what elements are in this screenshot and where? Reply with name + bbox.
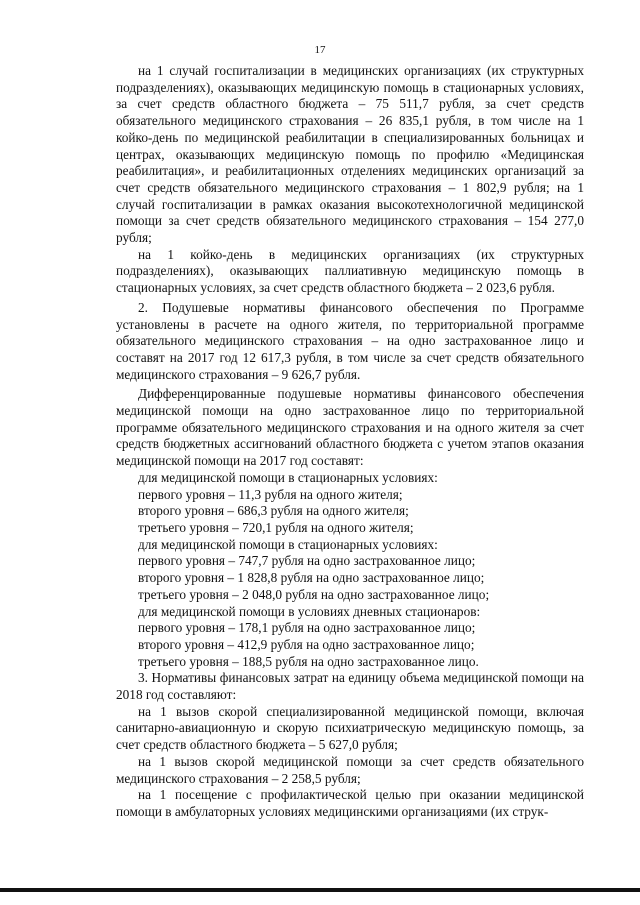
- paragraph-specialized-ambulance: на 1 вызов скорой специализированной медицинской помощи, включая санитарно-авиационную и скорую психиатрическую медицинскую помощь, за счет средств областного бюджета – 5 627,0 рубля;: [116, 703, 584, 753]
- list-item: второго уровня – 686,3 рубля на одного жителя;: [138, 503, 409, 519]
- document-body: [116, 63, 584, 821]
- paragraph-preventive-visit: на 1 посещение с профилактической целью при оказании медицинской помощи в амбулаторных условиях медицинскими организациями (их струк-: [116, 787, 584, 819]
- list-item: для медицинской помощи в стационарных условиях:: [138, 536, 438, 552]
- paragraph-ambulance-call: на 1 вызов скорой медицинской помощи за счет средств обязательного медицинского страхования – 2 258,5 рубля;: [116, 753, 584, 786]
- list-item: третьего уровня – 2 048,0 рубля на одно застрахованное лицо;: [138, 586, 490, 602]
- list-item: третьего уровня – 188,5 рубля на одно застрахованное лицо.: [138, 653, 479, 669]
- list-item: третьего уровня – 720,1 рубля на одного жителя;: [138, 519, 414, 535]
- list-item: для медицинской помощи в условиях дневных стационаров:: [138, 603, 481, 619]
- list-item: первого уровня – 747,7 рубля на одно застрахованное лицо;: [138, 553, 476, 569]
- bottom-rule: [0, 888, 640, 892]
- paragraph-differentiated-norms: Дифференцированные подушевые нормативы финансового обеспечения медицинской помощи на одно застрахованное лицо по территориальной программе обязательного медицинского страхования и на одного жителя за счет средств бюджетных ассигнований областного бюджета с учетом этапов оказания медицинской помощи на 2017 год составят:: [116, 386, 584, 469]
- list-item: для медицинской помощи в стационарных условиях:: [138, 469, 438, 485]
- paragraph-cost-norms-2018: 3. Нормативы финансовых затрат на единицу объема медицинской помощи на 2018 год составляют:: [116, 670, 584, 703]
- list-item: второго уровня – 1 828,8 рубля на одно застрахованное лицо;: [138, 570, 485, 586]
- paragraph-per-capita-norms: 2. Подушевые нормативы финансового обеспечения по Программе установлены в расчете на одного жителя, по территориальной программе обязательного медицинского страхования – на одно застрахованное лицо и составят на 2017 год 12 617,3 рубля, в том числе за счет средств обязательного медицинского страхования – 9 626,7 рубля.: [116, 299, 584, 382]
- page-number: 17: [314, 44, 326, 56]
- list-item: второго уровня – 412,9 рубля на одно застрахованное лицо;: [138, 636, 475, 652]
- list-item: первого уровня – 178,1 рубля на одно застрахованное лицо;: [138, 620, 476, 636]
- list-item: первого уровня – 11,3 рубля на одного жителя;: [138, 486, 403, 502]
- paragraph-hospitalization-costs: на 1 случай госпитализации в медицинских организациях (их структурных подразделениях), оказывающих медицинскую помощь в стационарных условиях, за счет средств областного бюджета – 75 511,7 рубля, за счет средств обязательного медицинского страхования – 26 835,1 рубля, в том числе на 1 койко-день по медицинской реабилитации в специализированных больницах и центрах, оказывающих медицинскую помощь по профилю «Медицинская реабилитация», и реабилитационных отделениях медицинских организаций за счет средств обязательного медицинского страхования – 1 802,9 рубля; на 1 случай госпитализации в рамках оказания высокотехнологичной медицинской помощи за счет средств обязательного медицинского страхования – 154 277,0 рубля;: [116, 63, 584, 246]
- paragraph-palliative-care: на 1 койко-день в медицинских организациях (их структурных подразделениях), оказывающих паллиативную медицинскую помощь в стационарных условиях, за счет средств областного бюджета – 2 023,6 рубля.: [116, 246, 584, 296]
